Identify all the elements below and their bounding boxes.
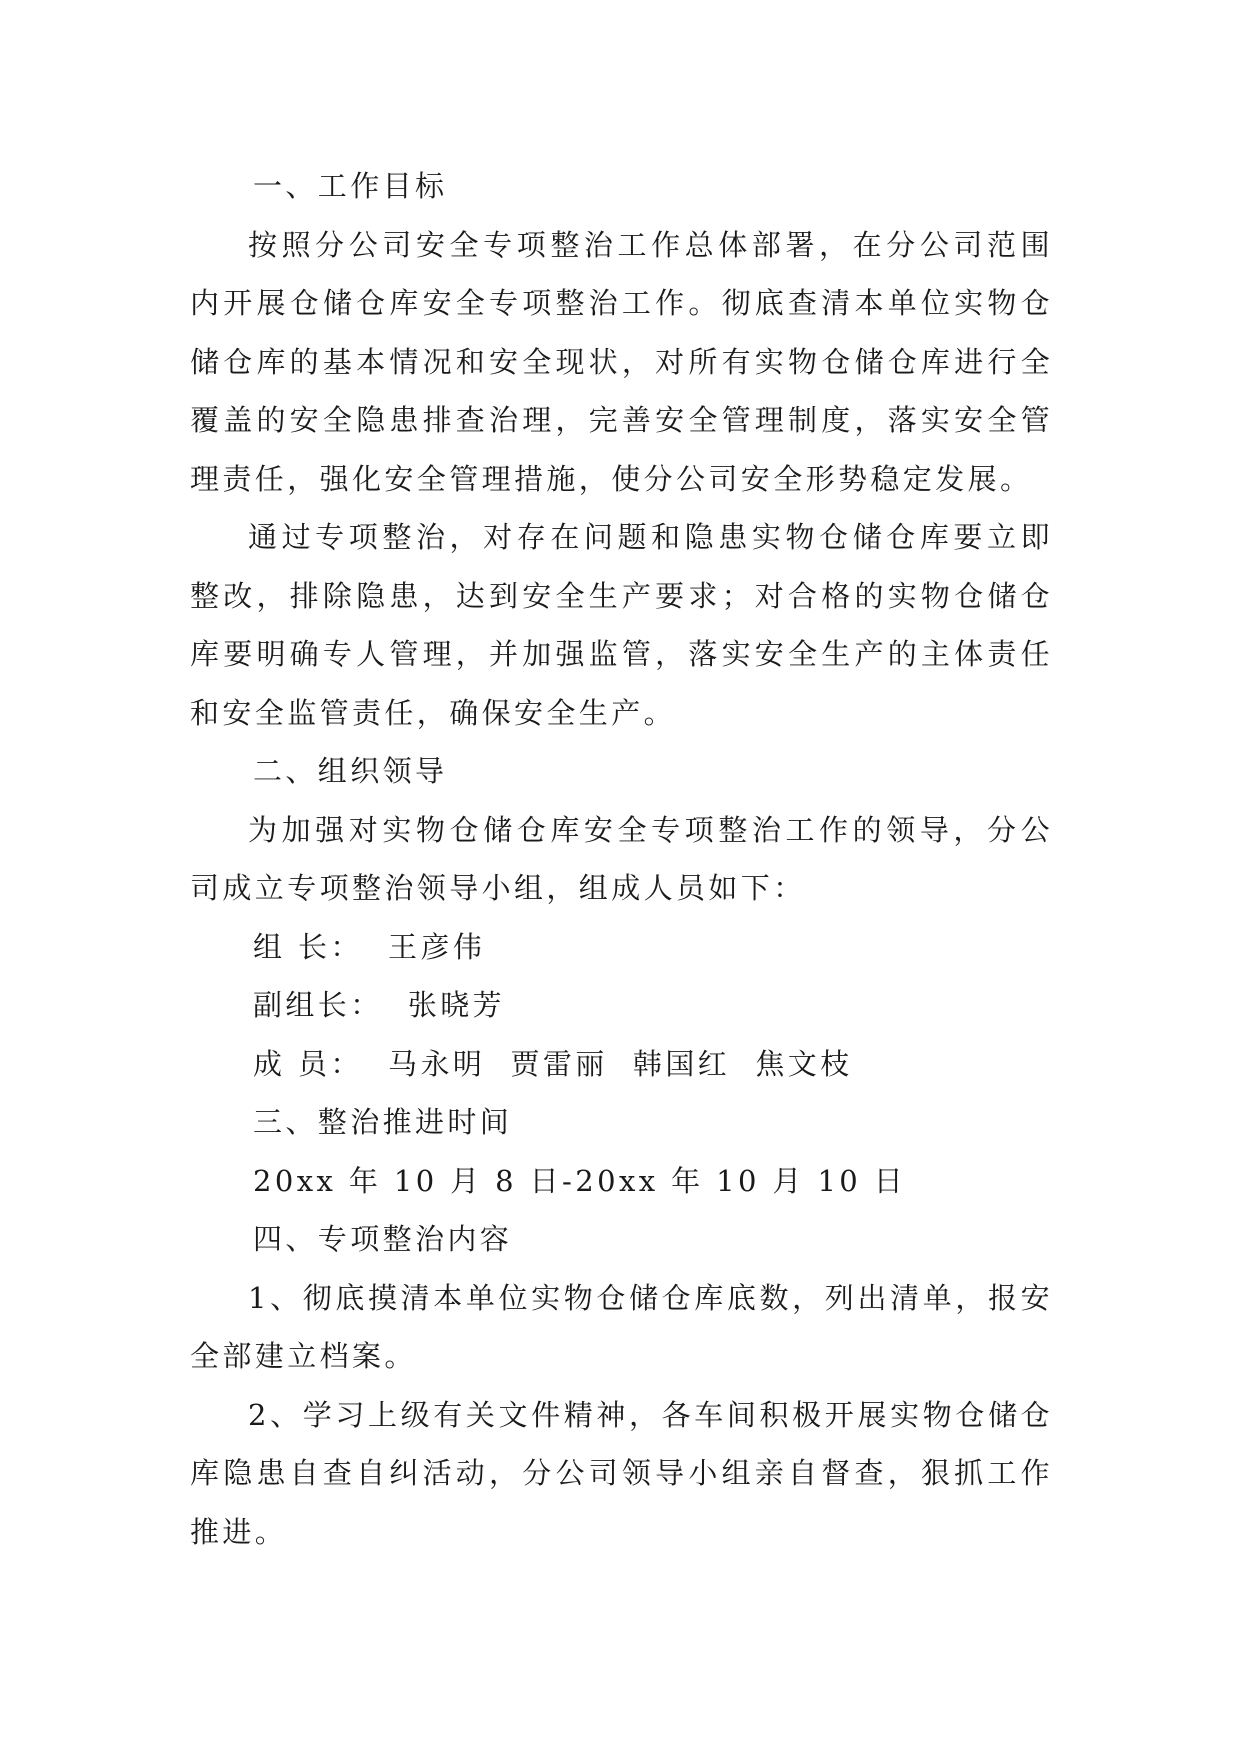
- section-heading-timeline: 三、整治推进时间: [253, 1105, 513, 1139]
- paragraph-leadership-group: 为加强对实物仓储仓库安全专项整治工作的领导，分公司成立专项整治领导小组，组成人员如下：: [190, 812, 1053, 905]
- group-leader-line: 组 长： 王彦伟: [253, 929, 486, 964]
- paragraph-work-goals: 按照分公司安全专项整治工作总体部署，在分公司范围内开展仓储仓库安全专项整治工作。彻底查清本单位实物仓储仓库的基本情况和安全现状，对所有实物仓储仓库进行全覆盖的安全隐患排查治理，完善安全管理制度，落实安全管理责任，强化安全管理措施，使分公司安全形势稳定发展。: [190, 227, 1053, 496]
- timeline-dates: 20xx 年 10 月 8 日-20xx 年 10 月 10 日: [253, 1163, 907, 1198]
- deputy-leader-line: 副组长： 张晓芳: [253, 988, 506, 1022]
- members-line: 成 员： 马永明 贾雷丽 韩国红 焦文枝: [253, 1046, 853, 1081]
- section-heading-content: 四、专项整治内容: [253, 1222, 513, 1256]
- document-body: [190, 157, 1053, 1561]
- content-item-1: 1、彻底摸清本单位实物仓储仓库底数，列出清单，报安全部建立档案。: [190, 1280, 1053, 1373]
- section-heading-work-goals: 一、工作目标: [253, 169, 448, 203]
- paragraph-rectification-goals: 通过专项整治，对存在问题和隐患实物仓储仓库要立即整改，排除隐患，达到安全生产要求；对合格的实物仓储仓库要明确专人管理，并加强监管，落实安全生产的主体责任和安全监管责任，确保安全生产。: [190, 520, 1053, 730]
- content-item-2: 2、学习上级有关文件精神，各车间积极开展实物仓储仓库隐患自查自纠活动，分公司领导小组亲自督查，狠抓工作推进。: [190, 1397, 1053, 1549]
- section-heading-organization: 二、组织领导: [253, 754, 448, 788]
